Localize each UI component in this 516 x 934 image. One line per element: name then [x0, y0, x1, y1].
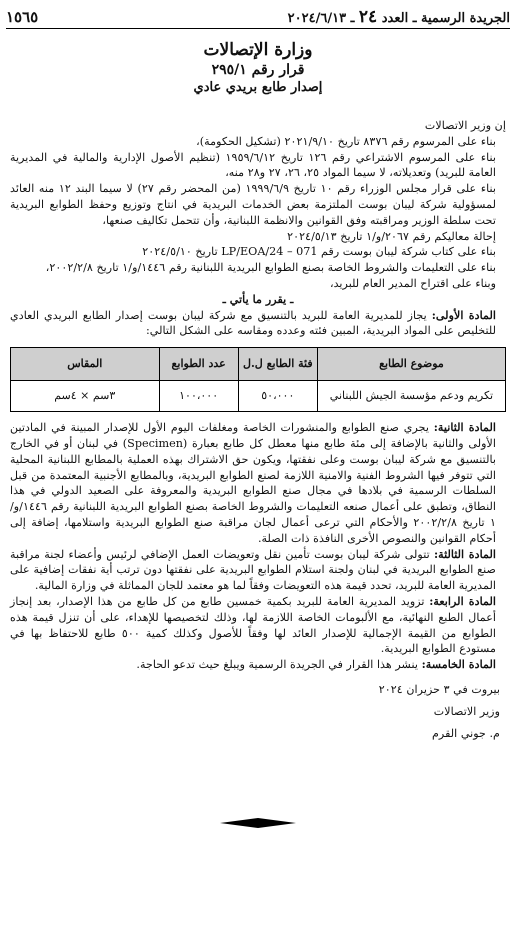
- preamble-line: إحالة معاليكم رقم ٢٠٦٧/و/١ تاريخ ٢٠٢٤/٥/١٣: [287, 229, 496, 243]
- gazette-name: الجريدة الرسمية ـ العدد: [381, 11, 510, 26]
- signature-name: م. جوني القرم: [431, 726, 500, 740]
- signature-place-date: بيروت في ٣ حزيران ٢٠٢٤: [378, 682, 500, 696]
- table-cell: ٣سم × ٤سم: [11, 381, 160, 412]
- article-1: [10, 308, 506, 340]
- column-header: عدد الطوابع: [159, 348, 238, 381]
- table-cell: تكريم ودعم مؤسسة الجيش اللبناني: [317, 381, 505, 412]
- table-header-row: [11, 348, 506, 381]
- table-cell: ١٠٠،٠٠٠: [159, 381, 238, 412]
- article-3: [10, 547, 506, 594]
- gazette-issue-line: [288, 7, 510, 27]
- decision-titles: [0, 40, 516, 95]
- article-label: المادة الأولى:: [431, 307, 497, 322]
- column-header: موضوع الطابع: [317, 348, 505, 381]
- ministry-title: وزارة الإتصالات: [203, 40, 313, 60]
- article-4: [10, 594, 506, 657]
- section-divider-ornament: [220, 818, 296, 828]
- issue-date: ـ ٢٠٢٤/٦/١٣: [287, 11, 355, 26]
- preamble-line: بناء على التعليمات والشروط الخاصة بصنع الطوابع البريدية اللبنانية رقم ١٤٤٦/و/١ تاريخ ٢٠٠٢/٢/٨،: [45, 261, 496, 275]
- article-2: [10, 420, 506, 546]
- decision-number: قرار رقم ٢٩٥/١: [211, 62, 305, 78]
- article-label: المادة الثالثة:: [433, 546, 496, 561]
- article-label: المادة الثانية:: [433, 420, 496, 435]
- page-number: ١٥٦٥: [6, 8, 39, 26]
- article-5: [10, 657, 506, 673]
- decision-subject: إصدار طابع بريدي عادي: [193, 80, 323, 95]
- article-label: المادة الرابعة:: [429, 593, 496, 608]
- column-header: المقاس: [11, 348, 160, 381]
- table-cell: ٥٠،٠٠٠: [238, 381, 317, 412]
- column-header: فئة الطابع ل.ل: [238, 348, 317, 381]
- preamble-line: إن وزير الاتصالات: [424, 119, 506, 132]
- running-header: [6, 6, 510, 29]
- stamp-spec-table: [10, 347, 506, 412]
- table-row: [11, 381, 506, 412]
- preamble-line: بناء على المرسوم الاشتراعي رقم ١٢٦ تاريخ ١٩٥٩/٦/١٢ (تنظيم الأصول الإدارية والمالية في المديرية العامة للبريد) وتعديلاته، لا سيما المواد ٢٥، ٢٦، ٢٧ و٢٨ منه،: [10, 150, 496, 180]
- preamble-line: بناء على قرار مجلس الوزراء رقم ١٠ تاريخ ١٩٩٩/٦/٩ (من المحضر رقم ٢٧) لا سيما البند ١٢ منه العائد لمسؤولية شركة ليبان بوست الملتزمة بعض الخدمات البريدية في انتاج وتوزيع وحفظ الطوابع البريدية تحت سلطة الوزير ومراقبته وفق القوانين والانظمة اللبنانية، وأن تتحمل تكاليف صنعها،: [10, 182, 496, 227]
- decision-body: [10, 118, 506, 745]
- preamble-line: وبناء على اقتراح المدير العام للبريد،: [329, 276, 496, 290]
- article-label: المادة الخامسة:: [421, 657, 496, 672]
- article-text: يجري صنع الطوابع والمنشورات الخاصة ومغلفات اليوم الأول للإصدار المبينة في المادتين الأولى والثانية بالإضافة إلى مئة طابع منها معطل كل طابع بعبارة (Specimen) في لبنان أو في الخارج بالتنسيق مع شركة ليبان بوست وعلى نفقتها، ويكون حق الاشتراك بهذه العملية بالمطابع اللبنانية المحلية التي تتوفر فيها الشروط الفنية والامنية اللازمة لصنع الطوابع البريدية، وبالمطابع الأجنبية المعتمدة من قبل السلطات الرسمية في بلادها في مجال صنع الطوابع البريدية والمعروفة على الصعيد الدولي في هذا النطاق، وتطبق على أعمال صنعه التعليمات والشروط الخاصة بصنع الطوابع البريدية اللبنانية رقم ١٤٤٦/و/١ تاريخ ٢٠٠٢/٢/٨ والأحكام التي ترعى أعمال لجان مراقبة صنع الطوابع البريدية واستلامها، إضافة إلى أحكام القوانين والنصوص الأخرى النافذة ذات الصلة.: [10, 421, 497, 545]
- decides-heading: ـ يقرر ما يأتي ـ: [222, 291, 294, 306]
- signature-block: [10, 679, 506, 745]
- signature-title: وزير الاتصالات: [433, 704, 500, 718]
- article-text: تزويد المديرية العامة للبريد بكمية خمسين طابع من كل طابع من هذا الإصدار، بعد إنجاز أعمال الطبع النهائية، مع الألبومات الخاصة اللازمة لها، وذلك لتخصيصها للإهداء، على أن تنزل قيمة هذه الطوابع من القيمة الإجمالية للإصدار العائد لها وفقاً للأصول وكذلك كمية ٥٠٠ طابع للاحتفاظ بها في مستودع الطوابع البريدية.: [10, 594, 497, 656]
- preamble-line: بناء على كتاب شركة ليبان بوست رقم 071 – LP/EOA/24 تاريخ ٢٠٢٤/٥/١٠: [142, 245, 496, 259]
- article-text: تتولى شركة ليبان بوست تأمين نقل وتعويضات العمل الإضافي لرئيس وأعضاء لجنة مراقبة صنع الطوابع البريدية في لبنان ولجنة استلام الطوابع البريدية على نفقتها دون ترتب أية نفقات إضافية على المديرية العامة للبريد، تحدد قيمة هذه التعويضات وفقاً لما هو معتمد للجان المماثلة في وزارة المالية.: [10, 547, 496, 593]
- preamble-line: بناء على المرسوم رقم ٨٣٧٦ تاريخ ٢٠٢١/٩/١٠ (تشكيل الحكومة)،: [196, 134, 496, 148]
- article-text: يجاز للمديرية العامة للبريد بالتنسيق مع شركة ليبان بوست إصدار الطابع البريدي العادي للتخليص على المواد البريدية، المبين فئته وعدده ومقاسه على الشكل التالي:: [10, 308, 496, 338]
- issue-number: ٢٤: [358, 7, 378, 27]
- article-text: ينشر هذا القرار في الجريدة الرسمية ويبلغ حيث تدعو الحاجة.: [136, 658, 419, 672]
